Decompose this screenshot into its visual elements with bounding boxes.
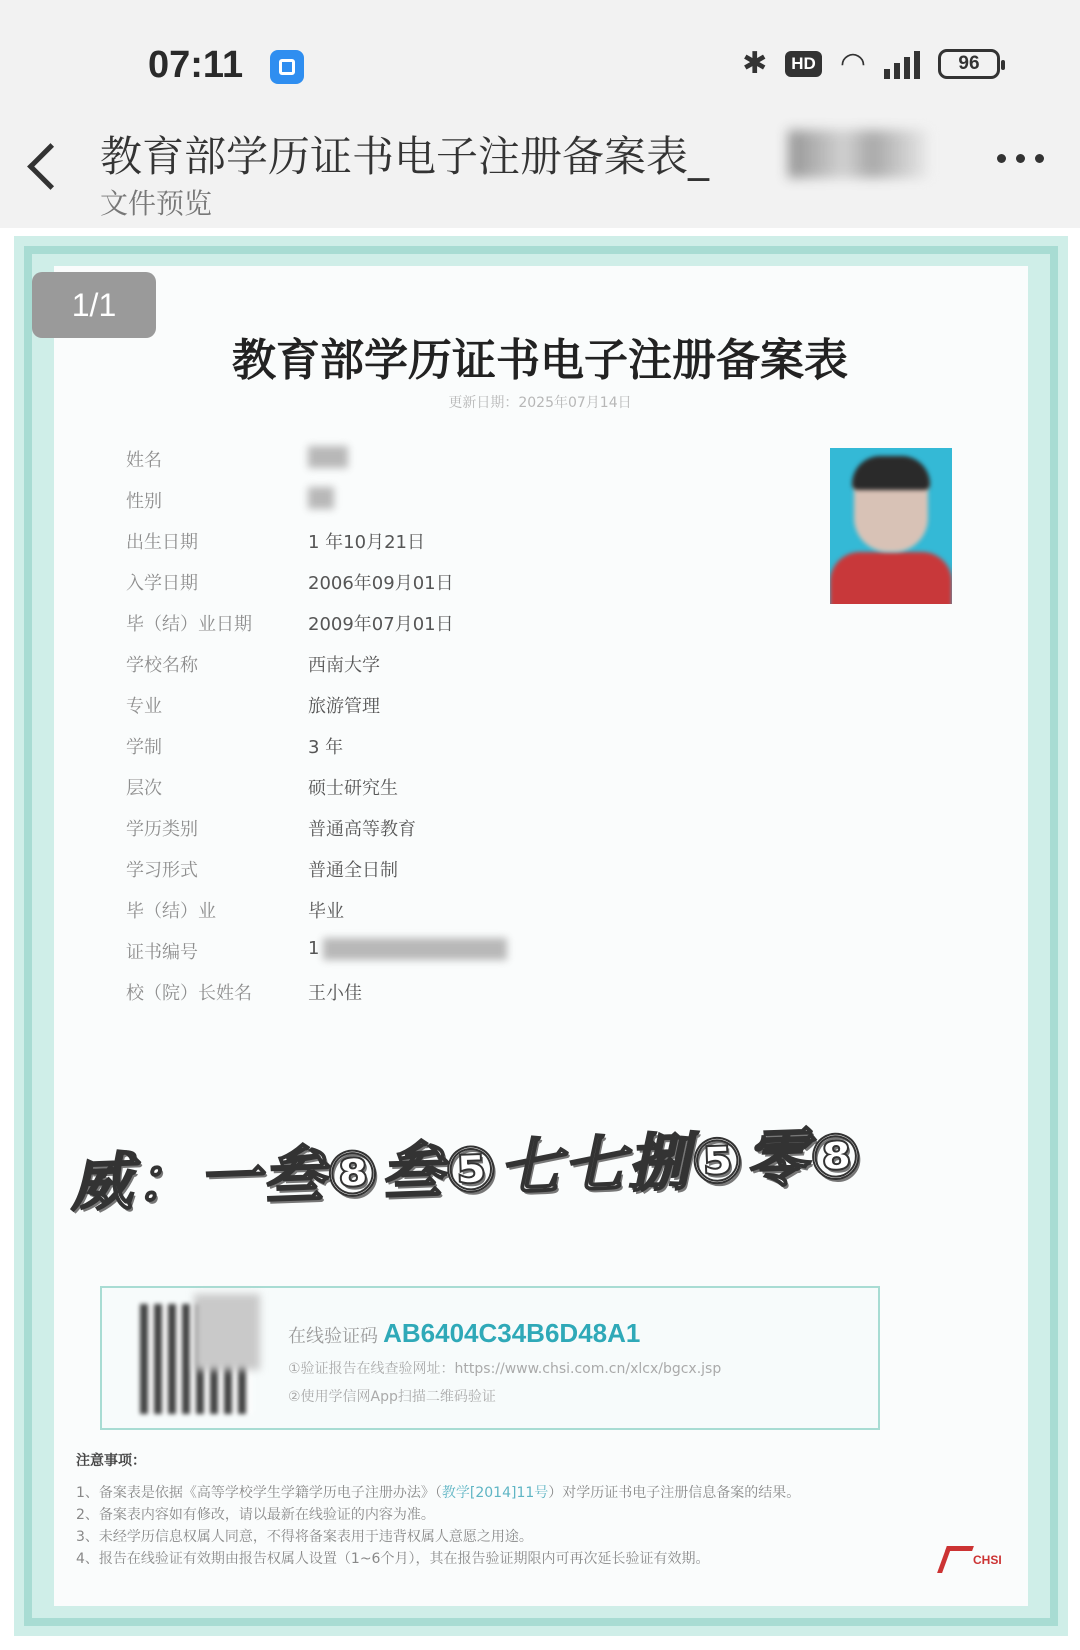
qr-redaction bbox=[194, 1294, 260, 1370]
field-value: 2006年09月01日 bbox=[308, 573, 454, 594]
notes-title: 注意事项： bbox=[76, 1453, 146, 1469]
note-item: 1、备案表是依据《高等学校学生学籍学历电子注册办法》（教学[2014]11号）对学历证书电子注册信息备案的结果。 bbox=[76, 1485, 801, 1501]
signal-icon bbox=[884, 49, 920, 79]
more-icon[interactable] bbox=[997, 154, 1044, 163]
verification-url-line: ①验证报告在线查验网址：https://www.chsi.com.cn/xlcx/bgcx.jsp bbox=[288, 1361, 722, 1377]
hd-icon: HD bbox=[785, 51, 822, 77]
notification-app-icon bbox=[270, 50, 304, 84]
verification-app-line: ②使用学信网App扫描二维码验证 bbox=[288, 1389, 496, 1405]
status-icons bbox=[742, 46, 1000, 81]
update-date: 更新日期：2025年07月14日 bbox=[448, 395, 632, 411]
note-item: 2、备案表内容如有修改，请以最新在线验证的内容为准。 bbox=[76, 1507, 435, 1523]
page-indicator: 1/1 bbox=[32, 272, 156, 338]
battery-icon: 96 bbox=[938, 49, 1000, 79]
field-value: 王小佳 bbox=[308, 983, 362, 1004]
field-value: 3 年 bbox=[308, 737, 344, 758]
id-photo bbox=[830, 448, 952, 604]
field-label: 毕（结）业 bbox=[126, 901, 216, 922]
field-label: 学制 bbox=[126, 737, 162, 758]
note-item: 4、报告在线验证有效期由报告权属人设置（1~6个月），其在报告验证期限内可再次延长验证有效期。 bbox=[76, 1551, 710, 1567]
watermark-text: 威：一叁⑧叁⑤七七捌⑤零⑧ bbox=[69, 1119, 866, 1220]
chsi-mark-icon bbox=[937, 1546, 974, 1573]
field-label: 专业 bbox=[126, 696, 162, 717]
verification-code-label: 在线验证码 bbox=[288, 1326, 378, 1347]
chsi-logo-text: CHSI bbox=[973, 1552, 1002, 1567]
status-bar bbox=[0, 0, 1080, 110]
status-time: 07:11 bbox=[148, 44, 244, 86]
verification-code: AB6404C34B6D48A1 bbox=[383, 1318, 641, 1348]
field-label: 学校名称 bbox=[126, 655, 198, 676]
field-label: 学习形式 bbox=[126, 860, 198, 881]
field-value: 西南大学 bbox=[308, 655, 380, 676]
note-item: 3、未经学历信息权属人同意，不得将备案表用于违背权属人意愿之用途。 bbox=[76, 1529, 533, 1545]
wifi-icon: ◠ bbox=[839, 46, 866, 81]
field-label: 出生日期 bbox=[126, 532, 198, 553]
redacted-title-suffix bbox=[788, 130, 928, 178]
field-value: 1 年10月21日 bbox=[308, 532, 425, 553]
field-value-redacted bbox=[308, 446, 348, 468]
certificate-title: 教育部学历证书电子注册备案表 bbox=[232, 335, 848, 386]
field-label: 学历类别 bbox=[126, 819, 198, 840]
document-title: 教育部学历证书电子注册备案表_ bbox=[100, 132, 710, 181]
field-label: 证书编号 bbox=[126, 942, 198, 963]
field-value-redacted bbox=[308, 487, 334, 509]
app-header bbox=[0, 110, 1080, 228]
field-value: 普通高等教育 bbox=[308, 819, 416, 840]
field-label: 姓名 bbox=[126, 450, 162, 471]
field-label: 毕（结）业日期 bbox=[126, 614, 252, 635]
field-label: 入学日期 bbox=[126, 573, 198, 594]
field-value: 2009年07月01日 bbox=[308, 614, 454, 635]
field-value: 硕士研究生 bbox=[308, 778, 398, 799]
field-label: 校（院）长姓名 bbox=[126, 983, 252, 1004]
field-label: 层次 bbox=[126, 778, 162, 799]
chsi-logo bbox=[942, 1546, 1002, 1573]
back-icon[interactable] bbox=[27, 143, 74, 190]
document-subtitle: 文件预览 bbox=[100, 187, 213, 220]
field-value: 毕业 bbox=[308, 901, 344, 922]
bluetooth-icon: ✱ bbox=[742, 46, 768, 81]
regulation-link[interactable]: 教学[2014]11号 bbox=[441, 1485, 549, 1501]
field-label: 性别 bbox=[126, 491, 162, 512]
notes-section bbox=[76, 1450, 800, 1570]
verification-code-line bbox=[288, 1318, 640, 1349]
field-value: 普通全日制 bbox=[308, 860, 398, 881]
field-value: 旅游管理 bbox=[308, 696, 380, 717]
verification-box bbox=[100, 1286, 880, 1430]
field-value-partially-redacted: 1 bbox=[308, 938, 507, 960]
